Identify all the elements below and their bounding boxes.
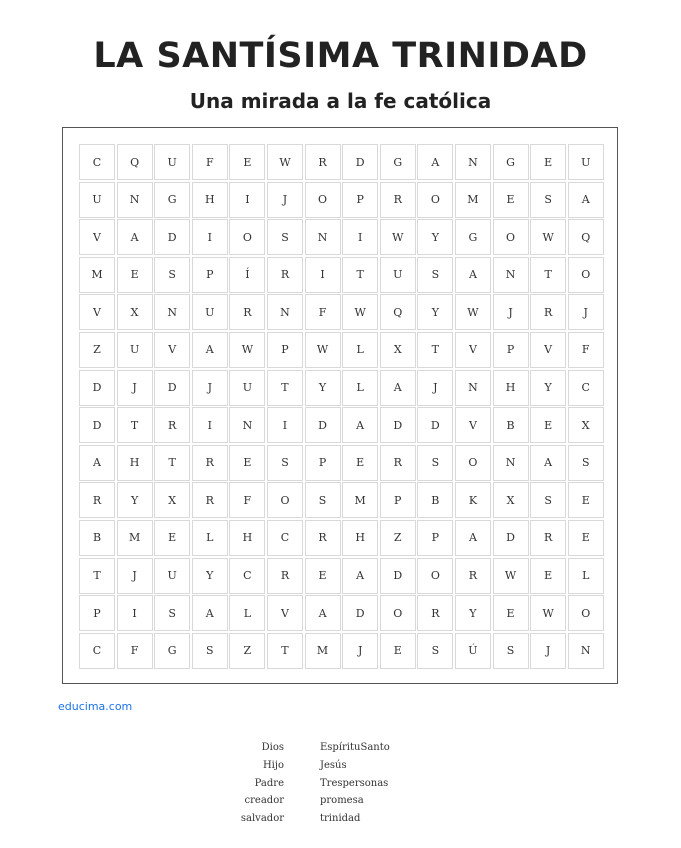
grid-cell: E <box>342 445 378 481</box>
grid-cell: A <box>192 595 228 631</box>
word-list-item: promesa <box>320 795 364 807</box>
grid-cell: A <box>530 445 566 481</box>
grid-cell: Y <box>417 294 453 330</box>
grid-cell: E <box>530 558 566 594</box>
grid-cell: F <box>568 332 604 368</box>
grid-cell: W <box>380 219 416 255</box>
grid-cell: W <box>267 144 303 180</box>
grid-cell: L <box>229 595 265 631</box>
grid-cell: I <box>342 219 378 255</box>
grid-cell: G <box>493 144 529 180</box>
grid-cell: F <box>229 482 265 518</box>
grid-cell: N <box>117 182 153 218</box>
grid-cell: G <box>380 144 416 180</box>
grid-cell: D <box>154 370 190 406</box>
grid-cell: N <box>305 219 341 255</box>
grid-cell: E <box>117 257 153 293</box>
grid-cell: N <box>154 294 190 330</box>
grid-cell: W <box>455 294 491 330</box>
grid-cell: P <box>417 520 453 556</box>
grid-cell: N <box>493 257 529 293</box>
grid-cell: W <box>493 558 529 594</box>
grid-cell: Ú <box>455 633 491 669</box>
grid-cell: V <box>154 332 190 368</box>
grid-cell: A <box>117 219 153 255</box>
grid-cell: Q <box>380 294 416 330</box>
grid-cell: J <box>267 182 303 218</box>
grid-cell: E <box>493 182 529 218</box>
grid-cell: W <box>530 595 566 631</box>
grid-cell: J <box>493 294 529 330</box>
grid-cell: R <box>305 144 341 180</box>
site-link[interactable]: educima.com <box>58 700 133 713</box>
grid-cell: D <box>493 520 529 556</box>
grid-cell: X <box>493 482 529 518</box>
grid-cell: U <box>192 294 228 330</box>
word-list-item: Hijo <box>262 759 284 771</box>
grid-cell: A <box>417 144 453 180</box>
grid-cell: Y <box>417 219 453 255</box>
grid-cell: K <box>455 482 491 518</box>
grid-cell: X <box>117 294 153 330</box>
grid-cell: Z <box>79 332 115 368</box>
grid-cell: E <box>380 633 416 669</box>
grid-cell: E <box>530 144 566 180</box>
grid-cell: S <box>568 445 604 481</box>
grid-cell: X <box>568 407 604 443</box>
grid-cell: Y <box>117 482 153 518</box>
grid-cell: P <box>342 182 378 218</box>
page-subtitle: Una mirada a la fe católica <box>189 89 492 113</box>
grid-cell: P <box>380 482 416 518</box>
grid-cell: H <box>117 445 153 481</box>
grid-cell: I <box>192 407 228 443</box>
grid-cell: S <box>493 633 529 669</box>
word-list-item: Jesús <box>320 759 347 771</box>
grid-cell: M <box>342 482 378 518</box>
grid-cell: H <box>229 520 265 556</box>
grid-cell: Y <box>192 558 228 594</box>
grid-cell: M <box>117 520 153 556</box>
grid-cell: P <box>493 332 529 368</box>
grid-cell: V <box>530 332 566 368</box>
grid-cell: U <box>154 144 190 180</box>
grid-cell: R <box>79 482 115 518</box>
grid-cell: Y <box>455 595 491 631</box>
grid-cell: H <box>192 182 228 218</box>
grid-cell: A <box>342 558 378 594</box>
grid-cell: M <box>455 182 491 218</box>
grid-cell: P <box>79 595 115 631</box>
grid-cell: J <box>530 633 566 669</box>
word-search-frame <box>62 127 618 684</box>
grid-cell: T <box>530 257 566 293</box>
grid-cell: S <box>154 595 190 631</box>
grid-cell: W <box>530 219 566 255</box>
grid-cell: S <box>192 633 228 669</box>
grid-cell: G <box>455 219 491 255</box>
grid-cell: S <box>530 482 566 518</box>
grid-cell: W <box>229 332 265 368</box>
word-list-item: creador <box>244 795 284 807</box>
grid-cell: L <box>342 370 378 406</box>
grid-cell: I <box>305 257 341 293</box>
grid-cell: E <box>568 520 604 556</box>
grid-cell: D <box>417 407 453 443</box>
grid-cell: R <box>229 294 265 330</box>
grid-cell: S <box>267 445 303 481</box>
grid-cell: N <box>229 407 265 443</box>
grid-cell: G <box>154 182 190 218</box>
grid-cell: L <box>568 558 604 594</box>
grid-cell: A <box>342 407 378 443</box>
grid-cell: V <box>455 407 491 443</box>
grid-cell: R <box>530 294 566 330</box>
grid-cell: D <box>342 144 378 180</box>
grid-cell: R <box>380 445 416 481</box>
word-list-item: Padre <box>254 777 284 789</box>
grid-cell: M <box>305 633 341 669</box>
grid-cell: B <box>79 520 115 556</box>
grid-cell: C <box>79 144 115 180</box>
grid-cell: Z <box>229 633 265 669</box>
grid-cell: O <box>417 182 453 218</box>
grid-cell: E <box>229 445 265 481</box>
grid-cell: O <box>493 219 529 255</box>
grid-cell: E <box>568 482 604 518</box>
grid-cell: R <box>305 520 341 556</box>
grid-cell: T <box>154 445 190 481</box>
grid-cell: M <box>79 257 115 293</box>
grid-cell: W <box>342 294 378 330</box>
grid-cell: O <box>380 595 416 631</box>
grid-cell: D <box>79 370 115 406</box>
grid-cell: X <box>380 332 416 368</box>
grid-cell: B <box>417 482 453 518</box>
grid-cell: S <box>417 257 453 293</box>
grid-cell: O <box>568 257 604 293</box>
grid-cell: R <box>154 407 190 443</box>
grid-cell: J <box>192 370 228 406</box>
grid-cell: Q <box>117 144 153 180</box>
word-list-item: salvador <box>240 813 284 825</box>
grid-cell: D <box>154 219 190 255</box>
grid-cell: A <box>305 595 341 631</box>
grid-cell: O <box>568 595 604 631</box>
grid-cell: N <box>493 445 529 481</box>
grid-cell: C <box>229 558 265 594</box>
grid-cell: J <box>417 370 453 406</box>
grid-cell: C <box>267 520 303 556</box>
grid-cell: T <box>267 370 303 406</box>
grid-cell: C <box>568 370 604 406</box>
grid-cell: S <box>267 219 303 255</box>
grid-cell: L <box>192 520 228 556</box>
grid-cell: P <box>305 445 341 481</box>
grid-cell: N <box>267 294 303 330</box>
grid-cell: U <box>380 257 416 293</box>
grid-cell: F <box>117 633 153 669</box>
grid-cell: V <box>79 294 115 330</box>
grid-cell: S <box>417 633 453 669</box>
grid-cell: O <box>267 482 303 518</box>
grid-cell: Q <box>568 219 604 255</box>
grid-cell: U <box>117 332 153 368</box>
grid-cell: T <box>79 558 115 594</box>
grid-cell: F <box>305 294 341 330</box>
grid-cell: N <box>455 144 491 180</box>
grid-cell: B <box>493 407 529 443</box>
grid-cell: R <box>267 558 303 594</box>
grid-cell: Í <box>229 257 265 293</box>
grid-cell: R <box>455 558 491 594</box>
grid-cell: P <box>192 257 228 293</box>
grid-cell: O <box>417 558 453 594</box>
grid-cell: R <box>192 482 228 518</box>
grid-cell: P <box>267 332 303 368</box>
grid-cell: H <box>493 370 529 406</box>
grid-cell: O <box>455 445 491 481</box>
word-list-item: Trespersonas <box>320 777 389 789</box>
grid-cell: D <box>342 595 378 631</box>
grid-cell: Y <box>305 370 341 406</box>
grid-cell: L <box>342 332 378 368</box>
grid-cell: A <box>79 445 115 481</box>
grid-cell: T <box>417 332 453 368</box>
grid-cell: H <box>342 520 378 556</box>
grid-cell: A <box>455 520 491 556</box>
word-list-item: EspírituSanto <box>320 742 390 753</box>
grid-cell: F <box>192 144 228 180</box>
grid-cell: I <box>192 219 228 255</box>
grid-cell: U <box>229 370 265 406</box>
grid-cell: I <box>117 595 153 631</box>
grid-cell: E <box>493 595 529 631</box>
word-list-item: Dios <box>261 742 284 753</box>
grid-cell: V <box>267 595 303 631</box>
grid-cell: R <box>380 182 416 218</box>
grid-cell: A <box>380 370 416 406</box>
grid-cell: R <box>417 595 453 631</box>
grid-cell: R <box>192 445 228 481</box>
grid-cell: A <box>568 182 604 218</box>
grid-cell: E <box>305 558 341 594</box>
grid-cell: T <box>267 633 303 669</box>
grid-cell: D <box>380 407 416 443</box>
grid-cell: S <box>154 257 190 293</box>
grid-cell: T <box>117 407 153 443</box>
grid-cell: V <box>79 219 115 255</box>
grid-cell: D <box>380 558 416 594</box>
grid-cell: S <box>530 182 566 218</box>
word-search-grid <box>79 144 604 669</box>
grid-cell: J <box>117 370 153 406</box>
grid-cell: N <box>455 370 491 406</box>
grid-cell: R <box>530 520 566 556</box>
grid-cell: I <box>229 182 265 218</box>
grid-cell: X <box>154 482 190 518</box>
grid-cell: U <box>79 182 115 218</box>
grid-cell: G <box>154 633 190 669</box>
grid-cell: J <box>342 633 378 669</box>
grid-cell: J <box>568 294 604 330</box>
grid-cell: I <box>267 407 303 443</box>
grid-cell: R <box>267 257 303 293</box>
grid-cell: D <box>79 407 115 443</box>
grid-cell: S <box>305 482 341 518</box>
grid-cell: E <box>229 144 265 180</box>
grid-cell: O <box>305 182 341 218</box>
grid-cell: W <box>305 332 341 368</box>
page-title: LA SANTÍSIMA TRINIDAD <box>93 36 588 76</box>
grid-cell: U <box>568 144 604 180</box>
grid-cell: A <box>455 257 491 293</box>
grid-cell: V <box>455 332 491 368</box>
grid-cell: O <box>229 219 265 255</box>
grid-cell: E <box>530 407 566 443</box>
word-list-item: trinidad <box>320 813 361 825</box>
grid-cell: Y <box>530 370 566 406</box>
grid-cell: Z <box>380 520 416 556</box>
grid-cell: D <box>305 407 341 443</box>
grid-cell: S <box>417 445 453 481</box>
grid-cell: E <box>154 520 190 556</box>
grid-cell: C <box>79 633 115 669</box>
grid-cell: N <box>568 633 604 669</box>
grid-cell: T <box>342 257 378 293</box>
grid-cell: A <box>192 332 228 368</box>
grid-cell: U <box>154 558 190 594</box>
grid-cell: J <box>117 558 153 594</box>
